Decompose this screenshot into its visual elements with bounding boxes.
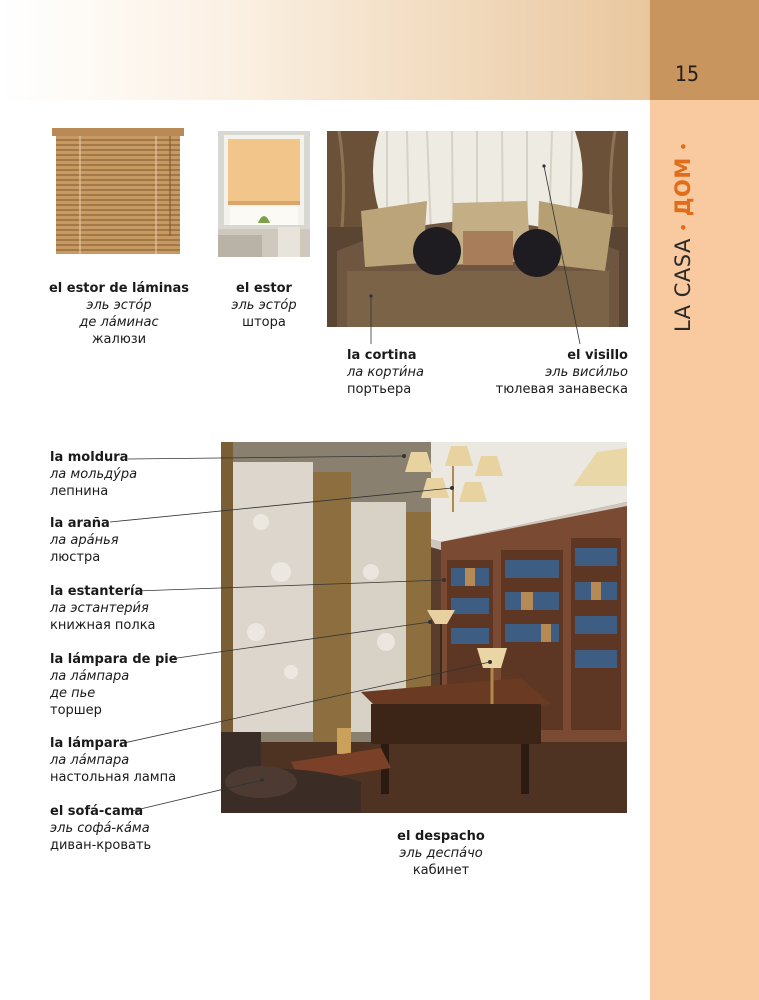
- bookcase-label-tr: ла эстантери́я: [50, 601, 149, 616]
- desk-lamp-label-es: la lámpara: [50, 736, 128, 751]
- section-separator: •: [673, 222, 693, 233]
- bookcase-label-es: la estantería: [50, 584, 144, 599]
- sofa-bed-label-tr: эль софа́-ка́ма: [50, 821, 150, 836]
- curtain-label-tr: ла корти́на: [347, 365, 424, 380]
- roller-blind-label-es: el estor: [236, 281, 292, 296]
- desk-lamp-label-ru: настольная лампа: [50, 770, 177, 785]
- sofa-bed-label-es: el sofá-cama: [50, 804, 144, 819]
- floor-lamp-label: [50, 651, 210, 719]
- study-caption-ru: кабинет: [412, 863, 470, 878]
- desk-lamp-label: [50, 735, 210, 786]
- study-caption-tr: эль деспа́чо: [399, 846, 483, 861]
- sheer-curtain-label-tr: эль виси́льо: [545, 365, 628, 380]
- blinds-label-tr-2: де ла́минас: [79, 315, 159, 330]
- molding-label-es: la moldura: [50, 450, 129, 465]
- floor-lamp-label-ru: торшер: [50, 703, 102, 718]
- floor-lamp-label-tr-1: ла ла́мпара: [50, 669, 130, 684]
- sheer-curtain-label-es: el visillo: [567, 348, 628, 363]
- section-separator-end: •: [673, 141, 693, 152]
- bookcase-label: [50, 583, 210, 634]
- molding-label-ru: лепнина: [50, 484, 109, 499]
- sheer-curtain-label-ru: тюлевая занавеска: [495, 382, 628, 397]
- curtain-label-es: la cortina: [347, 348, 417, 363]
- page-number: 15: [674, 62, 700, 86]
- curtain-label-ru: портьера: [347, 382, 412, 397]
- molding-label: [50, 449, 210, 500]
- chandelier-label-tr: ла ара́нья: [50, 533, 119, 548]
- blinds-label-ru: жалюзи: [91, 332, 147, 347]
- floor-lamp-label-es: la lámpara de pie: [50, 652, 178, 667]
- desk-lamp-label-tr: ла ла́мпара: [50, 753, 130, 768]
- study-caption-es: el despacho: [397, 829, 485, 844]
- blinds-label-es: el estor de láminas: [48, 281, 190, 296]
- study-caption: [370, 828, 512, 879]
- roller-blind-label-tr: эль эсто́р: [231, 298, 297, 313]
- chandelier-label: [50, 515, 210, 566]
- bookcase-label-ru: книжная полка: [50, 618, 156, 633]
- roller-blind-label-ru: штора: [242, 315, 286, 330]
- floor-lamp-label-tr-2: де пье: [50, 686, 96, 701]
- chandelier-label-ru: люстра: [50, 550, 101, 565]
- section-title-ru: ДОМ: [671, 157, 695, 217]
- section-title-es: LA CASA: [671, 238, 695, 332]
- sofa-bed-label-ru: диван-кровать: [50, 838, 152, 853]
- chandelier-label-es: la araña: [50, 516, 110, 531]
- sofa-bed-label: [50, 803, 210, 854]
- blinds-label-tr-1: эль эсто́р: [86, 298, 152, 313]
- molding-label-tr: ла мольду́ра: [50, 467, 138, 482]
